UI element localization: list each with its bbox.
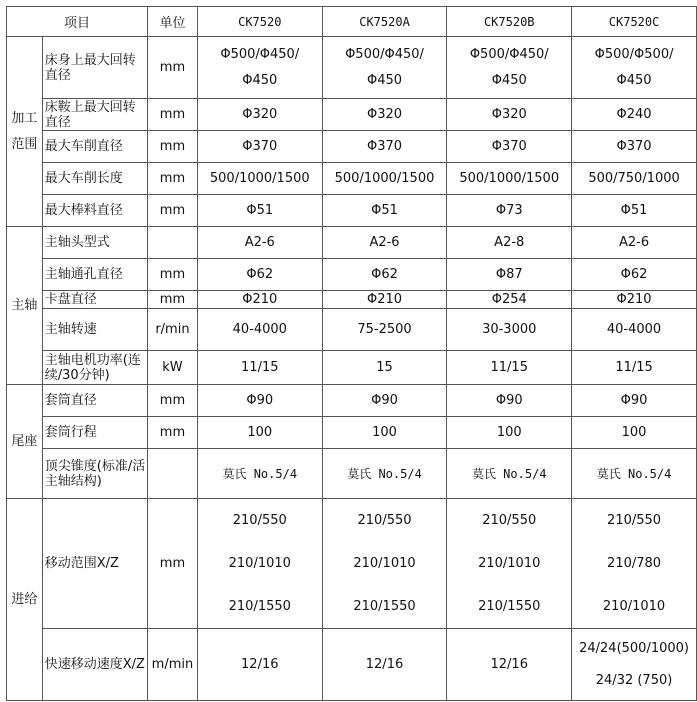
row-label: 移动范围X/Z	[42, 499, 147, 629]
table-cell: 210/550 210/1010 210/1550	[322, 499, 447, 629]
row-label: 最大棒料直径	[42, 195, 147, 227]
section-label: 进给	[7, 499, 43, 701]
row-label: 床鞍上最大回转直径	[42, 99, 147, 131]
table-cell: 100	[197, 417, 322, 449]
table-cell: Φ320	[197, 99, 322, 131]
header-unit: 单位	[148, 7, 198, 37]
table-cell: Φ370	[322, 131, 447, 163]
row-unit	[148, 227, 198, 259]
table-cell: 210/550 210/1010 210/1550	[447, 499, 572, 629]
table-cell: Φ51	[572, 195, 697, 227]
table-cell: Φ500/Φ500/ Φ450	[572, 37, 697, 99]
table-cell: 24/24(500/1000) 24/32 (750)	[572, 629, 697, 701]
table-cell: A2-6	[197, 227, 322, 259]
header-model: CK7520B	[447, 7, 572, 37]
table-cell: 莫氏 No.5/4	[447, 449, 572, 499]
section-label: 尾座	[7, 385, 43, 499]
table-cell: 11/15	[447, 351, 572, 385]
table-cell: 100	[447, 417, 572, 449]
table-cell: Φ320	[322, 99, 447, 131]
table-cell: 500/750/1000	[572, 163, 697, 195]
row-unit: m/min	[148, 629, 198, 701]
row-unit: mm	[148, 385, 198, 417]
table-cell: Φ210	[197, 291, 322, 309]
row-unit: mm	[148, 499, 198, 629]
table-cell: 莫氏 No.5/4	[197, 449, 322, 499]
table-cell: Φ90	[197, 385, 322, 417]
row-unit	[148, 449, 198, 499]
table-cell: 30-3000	[447, 309, 572, 351]
table-cell: Φ62	[322, 259, 447, 291]
header-model: CK7520A	[322, 7, 447, 37]
table-cell: Φ370	[447, 131, 572, 163]
header-row	[7, 7, 697, 37]
section-label: 加工 范围	[7, 37, 43, 227]
table-cell: 100	[322, 417, 447, 449]
table-cell: Φ240	[572, 99, 697, 131]
table-row	[7, 99, 697, 131]
table-cell: Φ210	[322, 291, 447, 309]
table-cell: 40-4000	[572, 309, 697, 351]
table-cell: Φ90	[322, 385, 447, 417]
table-cell: 12/16	[447, 629, 572, 701]
table-cell: 15	[322, 351, 447, 385]
table-row	[7, 449, 697, 499]
row-label: 主轴头型式	[42, 227, 147, 259]
row-unit: mm	[148, 131, 198, 163]
table-cell: Φ51	[197, 195, 322, 227]
row-label: 最大车削长度	[42, 163, 147, 195]
section-label: 主轴	[7, 227, 43, 385]
table-row	[7, 227, 697, 259]
table-cell: Φ370	[197, 131, 322, 163]
table-cell: Φ254	[447, 291, 572, 309]
row-label: 顶尖锥度(标准/活主轴结构)	[42, 449, 147, 499]
row-unit: r/min	[148, 309, 198, 351]
table-cell: 500/1000/1500	[322, 163, 447, 195]
table-cell: Φ87	[447, 259, 572, 291]
table-cell: 莫氏 No.5/4	[572, 449, 697, 499]
table-cell: Φ51	[322, 195, 447, 227]
row-label: 套筒行程	[42, 417, 147, 449]
table-cell: Φ90	[572, 385, 697, 417]
row-label: 床身上最大回转直径	[42, 37, 147, 99]
row-unit: mm	[148, 259, 198, 291]
header-model: CK7520C	[572, 7, 697, 37]
table-row	[7, 131, 697, 163]
table-row	[7, 629, 697, 701]
table-row	[7, 259, 697, 291]
table-cell: Φ370	[572, 131, 697, 163]
table-cell: Φ62	[572, 259, 697, 291]
table-row	[7, 385, 697, 417]
row-unit: mm	[148, 37, 198, 99]
table-cell: A2-6	[572, 227, 697, 259]
table-cell: Φ73	[447, 195, 572, 227]
table-cell: Φ210	[572, 291, 697, 309]
table-cell: A2-8	[447, 227, 572, 259]
table-cell: Φ62	[197, 259, 322, 291]
row-unit: mm	[148, 163, 198, 195]
table-row	[7, 309, 697, 351]
table-cell: 500/1000/1500	[447, 163, 572, 195]
table-cell: 100	[572, 417, 697, 449]
table-row	[7, 195, 697, 227]
row-label: 最大车削直径	[42, 131, 147, 163]
row-unit: mm	[148, 99, 198, 131]
table-cell: 75-2500	[322, 309, 447, 351]
row-label: 主轴通孔直径	[42, 259, 147, 291]
table-cell: Φ500/Φ450/ Φ450	[322, 37, 447, 99]
row-unit: mm	[148, 195, 198, 227]
row-label: 主轴电机功率(连续/30分钟)	[42, 351, 147, 385]
header-item: 项目	[7, 7, 148, 37]
table-cell: 210/550 210/780 210/1010	[572, 499, 697, 629]
table-row	[7, 291, 697, 309]
spec-table	[6, 6, 697, 701]
table-cell: 12/16	[322, 629, 447, 701]
table-cell: 500/1000/1500	[197, 163, 322, 195]
row-label: 快速移动速度X/Z	[42, 629, 147, 701]
table-cell: 12/16	[197, 629, 322, 701]
row-label: 套筒直径	[42, 385, 147, 417]
table-cell: 11/15	[572, 351, 697, 385]
table-row	[7, 37, 697, 99]
row-unit: mm	[148, 417, 198, 449]
header-model: CK7520	[197, 7, 322, 37]
table-cell: 40-4000	[197, 309, 322, 351]
row-unit: kW	[148, 351, 198, 385]
table-row	[7, 417, 697, 449]
row-unit: mm	[148, 291, 198, 309]
table-cell: Φ90	[447, 385, 572, 417]
table-cell: Φ500/Φ450/ Φ450	[197, 37, 322, 99]
table-cell: A2-6	[322, 227, 447, 259]
table-row	[7, 163, 697, 195]
table-cell: Φ320	[447, 99, 572, 131]
table-row	[7, 351, 697, 385]
table-cell: 莫氏 No.5/4	[322, 449, 447, 499]
table-cell: 210/550 210/1010 210/1550	[197, 499, 322, 629]
row-label: 主轴转速	[42, 309, 147, 351]
row-label: 卡盘直径	[42, 291, 147, 309]
table-cell: Φ500/Φ450/ Φ450	[447, 37, 572, 99]
table-row	[7, 499, 697, 629]
table-cell: 11/15	[197, 351, 322, 385]
